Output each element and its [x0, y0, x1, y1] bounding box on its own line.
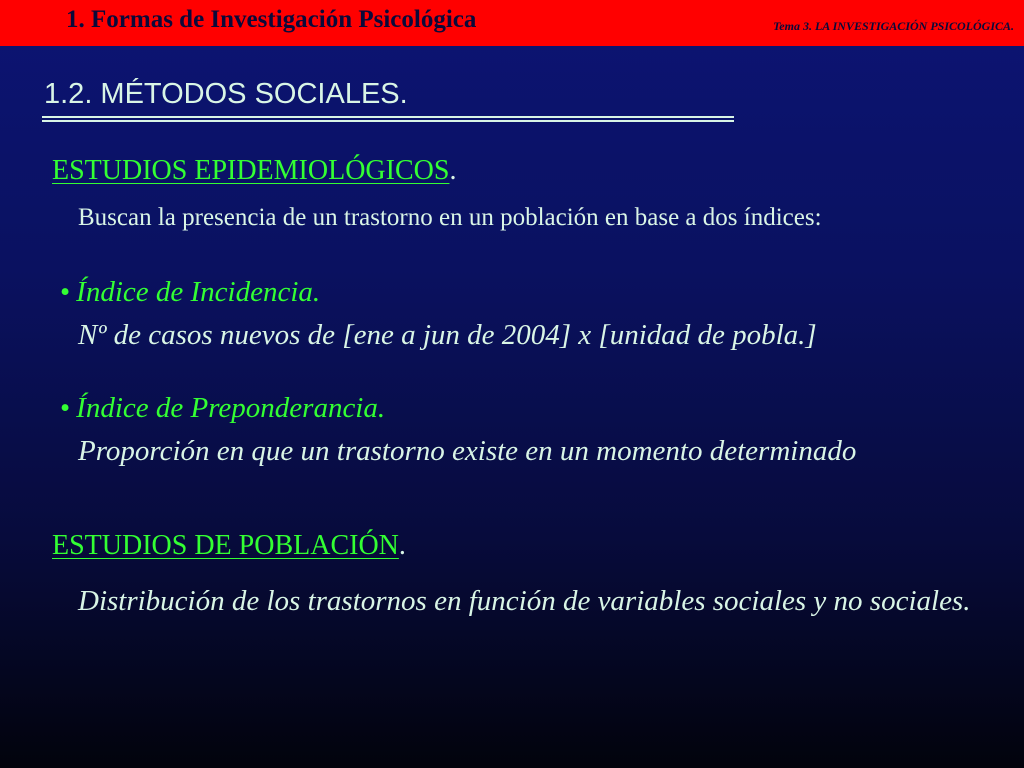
prevalence-index-item [60, 392, 385, 425]
population-heading-text: ESTUDIOS DE POBLACIÓN [52, 530, 399, 561]
epidemiological-heading-text: ESTUDIOS EPIDEMIOLÓGICOS [52, 155, 450, 186]
prevalence-index-label: Índice de Preponderancia. [76, 392, 386, 424]
incidence-index-label: Índice de Incidencia. [76, 276, 321, 308]
header-bar [0, 0, 1024, 46]
epidemiological-intro: Buscan la presencia de un trastorno en un población en base a dos índices: [78, 204, 822, 231]
epidemiological-heading-punct: . [449, 155, 457, 186]
title-underline-rule [42, 116, 734, 122]
bullet-icon: • [60, 276, 71, 308]
header-subtitle: Tema 3. LA INVESTIGACIÓN PSICOLÓGICA. [773, 19, 1014, 33]
bullet-icon: • [60, 392, 71, 424]
header-title: 1. Formas de Investigación Psicológica [66, 6, 477, 33]
epidemiological-heading [52, 155, 456, 187]
incidence-index-item [60, 276, 320, 309]
section-title: 1.2. MÉTODOS SOCIALES. [44, 78, 408, 110]
population-heading-punct: . [398, 530, 406, 561]
incidence-index-description: Nº de casos nuevos de [ene a jun de 2004] x [unidad de pobla.] [78, 319, 817, 351]
prevalence-index-description: Proporción en que un trastorno existe en un momento determinado [78, 435, 857, 467]
population-description: Distribución de los trastornos en función de variables sociales y no sociales. [78, 585, 971, 617]
population-heading [52, 530, 406, 562]
